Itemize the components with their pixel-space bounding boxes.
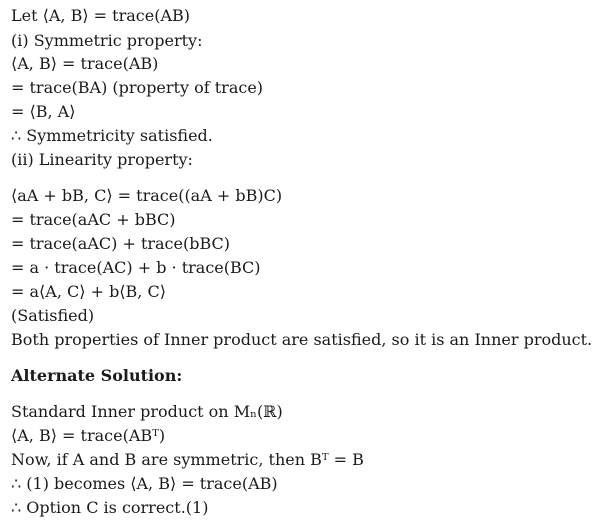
alternate-line-1: Standard Inner product on Mₙ(ℝ) <box>11 402 283 421</box>
linearity-step-1: ⟨aA + bB, C⟩ = trace((aA + bB)C) <box>11 186 283 205</box>
linearity-heading: (ii) Linearity property: <box>11 150 193 169</box>
linearity-step-2: = trace(aAC + bBC) <box>11 210 176 229</box>
alternate-line-4: ∴ (1) becomes ⟨A, B⟩ = trace(AB) <box>11 474 278 493</box>
symmetric-step-3: = ⟨B, A⟩ <box>11 102 76 121</box>
linearity-step-3: = trace(aAC) + trace(bBC) <box>11 234 231 253</box>
answer-line: ∴ Option C is correct.(1) <box>11 498 209 517</box>
alternate-heading: Alternate Solution: <box>11 366 183 385</box>
symmetric-step-1: ⟨A, B⟩ = trace(AB) <box>11 54 159 73</box>
alternate-line-3: Now, if A and B are symmetric, then Bᵀ = B <box>11 450 364 469</box>
final-conclusion: Both properties of Inner product are satisfied, so it is an Inner product. <box>11 330 593 349</box>
symmetric-step-2: = trace(BA) (property of trace) <box>11 78 264 97</box>
linearity-conclusion: (Satisfied) <box>11 306 95 325</box>
linearity-step-4: = a · trace(AC) + b · trace(BC) <box>11 258 261 277</box>
alternate-line-2: ⟨A, B⟩ = trace(ABᵀ) <box>11 426 166 445</box>
definition-line: Let ⟨A, B⟩ = trace(AB) <box>11 6 190 25</box>
linearity-step-5: = a⟨A, C⟩ + b⟨B, C⟩ <box>11 282 166 301</box>
symmetric-conclusion: ∴ Symmetricity satisfied. <box>11 126 213 145</box>
symmetric-heading: (i) Symmetric property: <box>11 31 203 50</box>
